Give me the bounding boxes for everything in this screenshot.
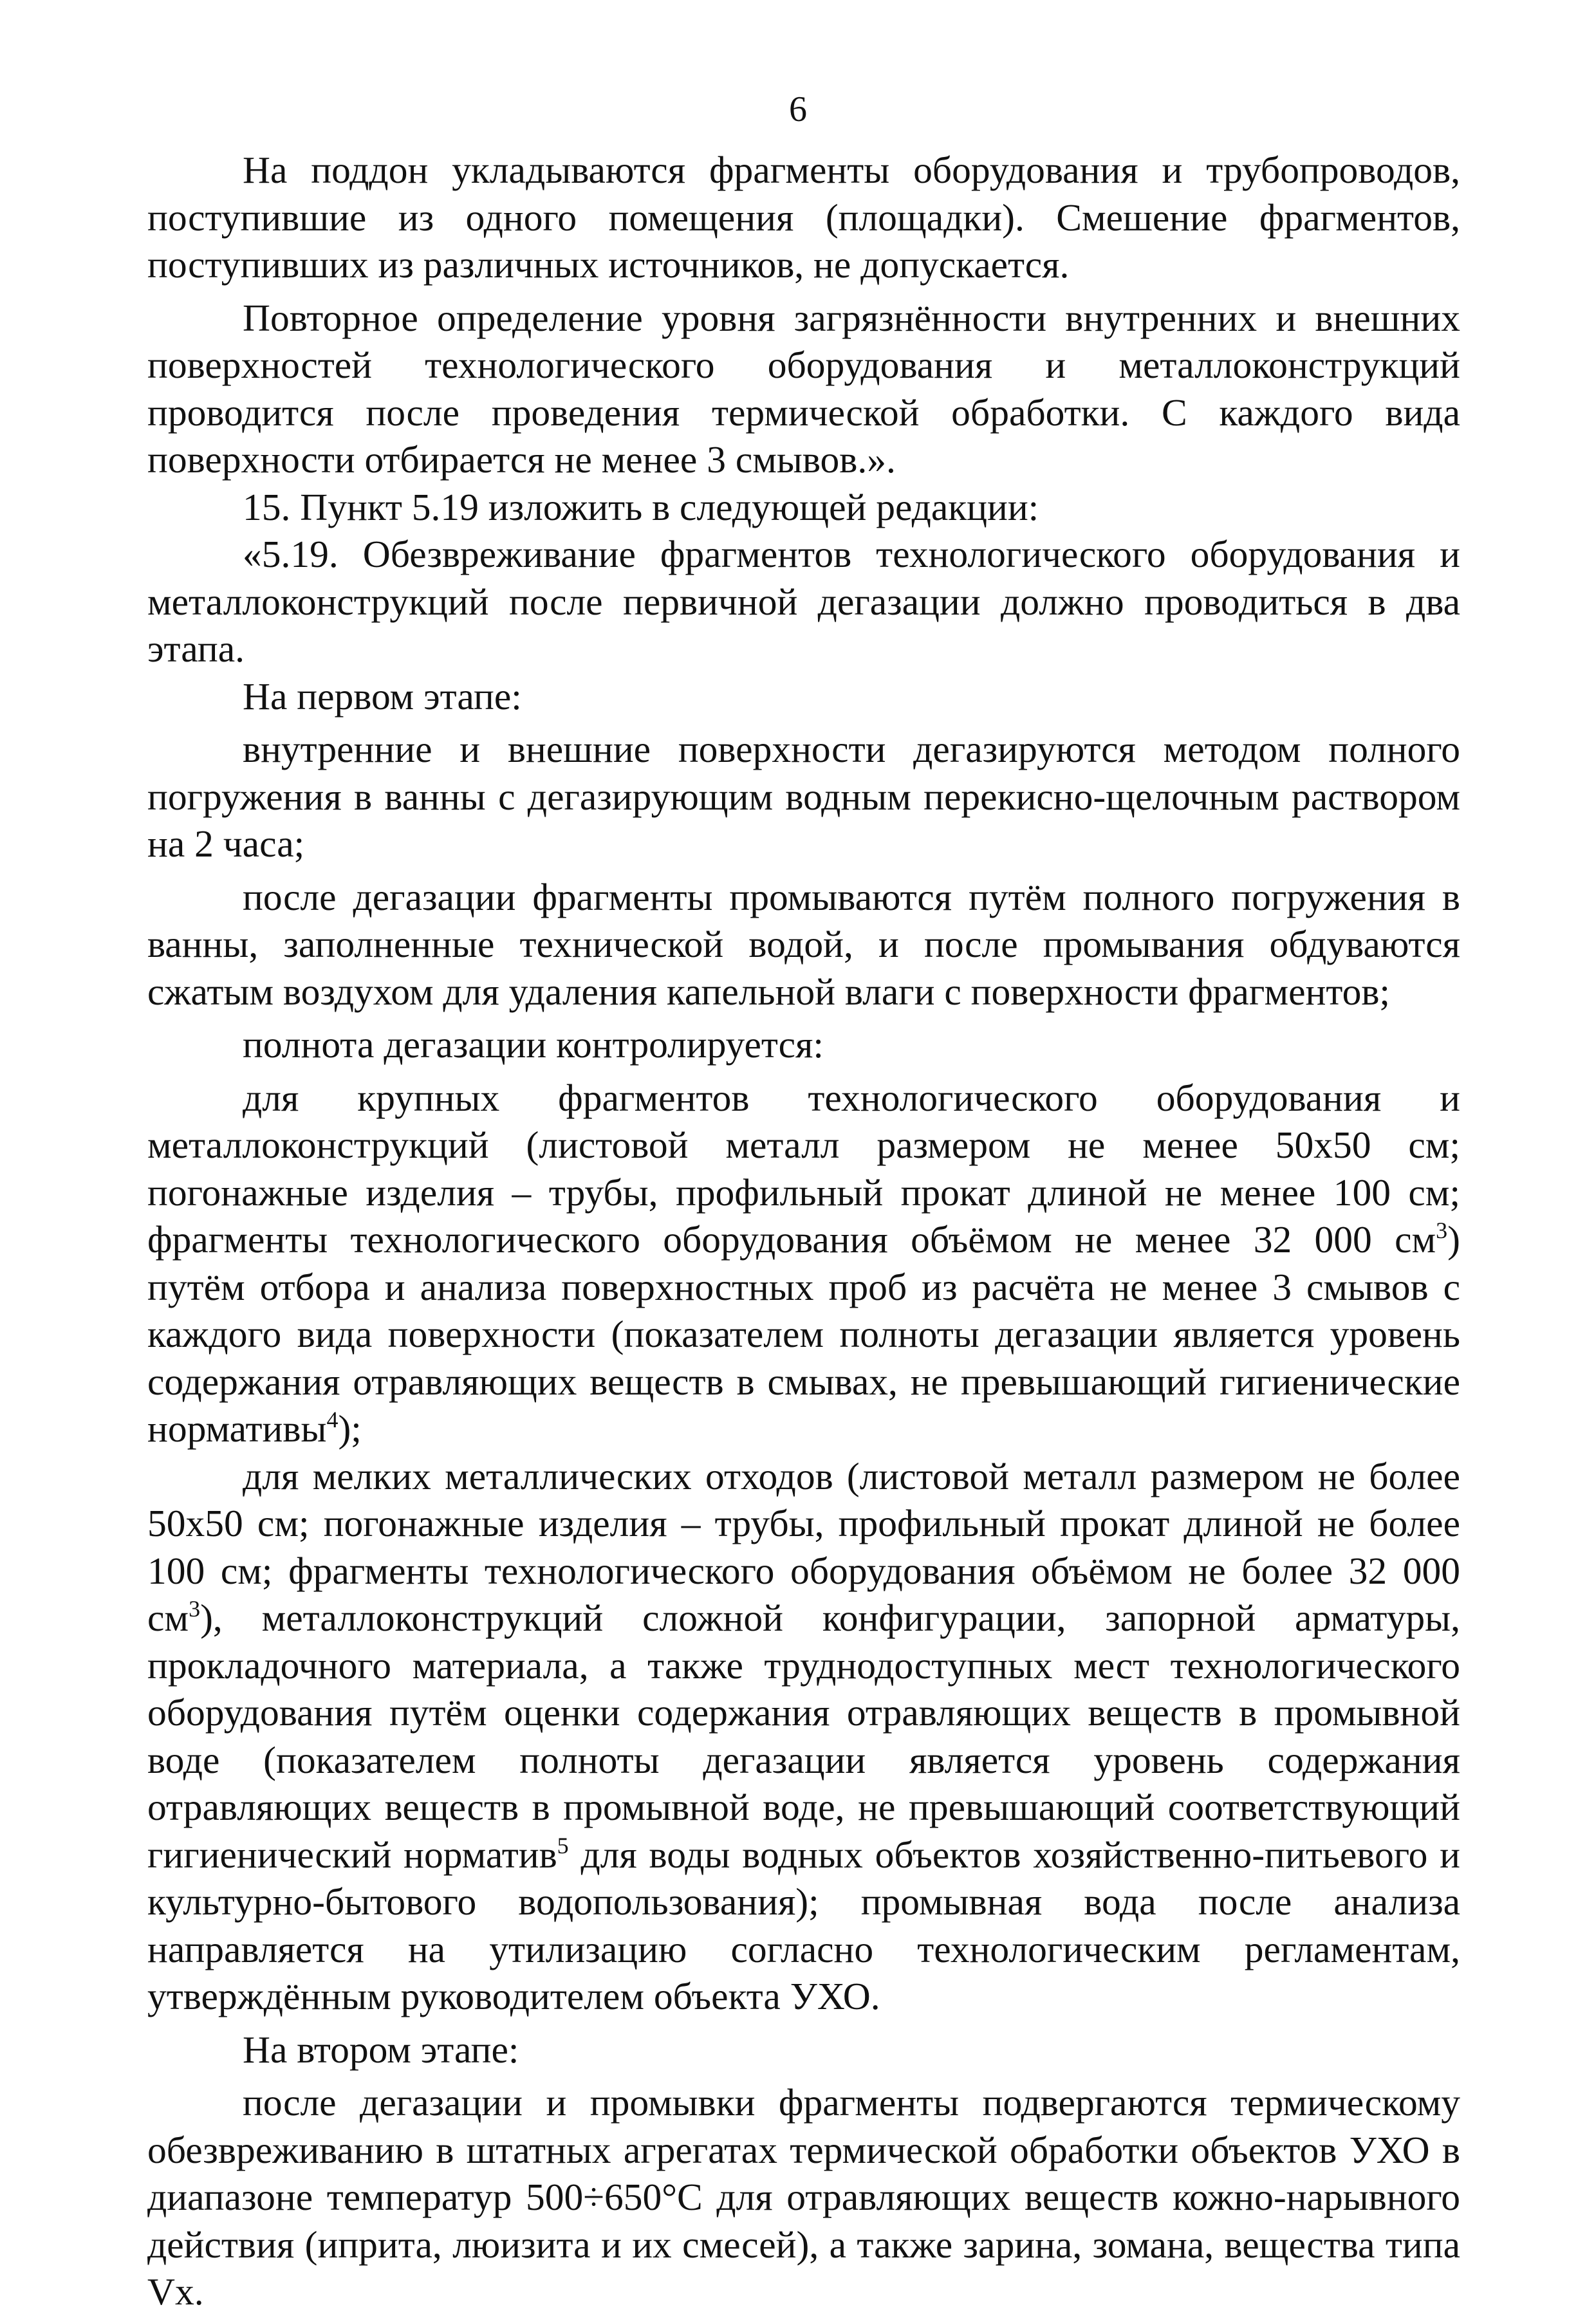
paragraph-clause-5-19: «5.19. Обезвреживание фрагментов технологического оборудования и металлоконструкций после первичной дегазации должно проводиться в два этапа. (147, 533, 1460, 670)
paragraph-pallet: На поддон укладываются фрагменты оборудования и трубопроводов, поступившие из одного помещения (площадки). Смешение фрагментов, поступивших из различных источников, не допускается. (147, 149, 1460, 286)
paragraph-control-heading: полнота дегазации контролируется: (243, 1023, 824, 1066)
small-waste-text-3: для воды водных объектов хозяйственно-питьевого и культурно-бытового водопользования); промывная вода после анализа направляется на утилизацию согласно технологическим регламентам, утверждённым руководителем объекта УХО. (147, 1833, 1460, 2017)
paragraph-large-fragments (147, 1075, 1460, 1453)
large-fragments-text-3: ); (338, 1407, 362, 1450)
paragraph-small-waste (147, 1453, 1460, 2021)
paragraph-second-stage-heading: На втором этапе: (243, 2028, 519, 2071)
page-number: 6 (789, 89, 807, 129)
paragraph-item-15: 15. Пункт 5.19 изложить в следующей редакции: (243, 485, 1039, 528)
paragraph-thermal-treatment: после дегазации и промывки фрагменты подвергаются термическому обезвреживанию в штатных агрегатах термической обработки объектов УХО в диапазоне температур 500÷650°С для отравляющих веществ кожно-нарывного действия (иприта, люизита и их смесей), а также зарина, зомана, вещества типа Vх. (147, 2081, 1460, 2313)
paragraph-immersion: внутренние и внешние поверхности дегазируются методом полного погружения в ванны с дегазирующим водным перекисно-щелочным раствором на 2 часа; (147, 728, 1460, 865)
paragraph-first-stage-heading: На первом этапе: (243, 674, 522, 718)
large-fragments-text-2: ) путём отбора и анализа поверхностных проб из расчёта не менее 3 смывов с каждого вида поверхности (показателем полноты дегазации является уровень содержания отравляющих веществ в смывах, не превышающий гигиенические нормативы (147, 1218, 1460, 1450)
superscript-cube-1: 3 (1436, 1218, 1448, 1243)
paragraph-rinsing: после дегазации фрагменты промываются путём полного погружения в ванны, заполненные технической водой, и после промывания обдуваются сжатым воздухом для удаления капельной влаги с поверхности фрагментов; (147, 875, 1460, 1013)
small-waste-text-2: ), металлоконструкций сложной конфигурации, запорной арматуры, прокладочного материала, а также труднодоступных мест технологического оборудования путём оценки содержания отравляющих веществ в промывной воде (показателем полноты дегазации является уровень содержания отравляющих веществ в промывной воде, не превышающий соответствующий гигиенический норматив (147, 1597, 1460, 1876)
superscript-cube-2: 3 (189, 1596, 201, 1622)
paragraph-repeat-contamination: Повторное определение уровня загрязнённости внутренних и внешних поверхностей технологического оборудования и металлоконструкций проводится после проведения термической обработки. С каждого вида поверхности отбирается не менее 3 смывов.». (147, 296, 1460, 481)
small-waste-text-1: для мелких металлических отходов (листовой металл размером не более 50х50 см; погонажные изделия – трубы, профильный прокат длиной не более 100 см; фрагменты технологического оборудования объёмом не более 32 000 см (147, 1454, 1460, 1639)
large-fragments-text-1: для крупных фрагментов технологического оборудования и металлоконструкций (листовой металл размером не менее 50х50 см; погонажные изделия – трубы, профильный прокат длиной не менее 100 см; фрагменты технологического оборудования объёмом не менее 32 000 см (147, 1076, 1460, 1261)
footnote-ref-4: 4 (326, 1407, 339, 1432)
document-body (147, 147, 1460, 2316)
footnote-ref-5: 5 (557, 1832, 569, 1858)
